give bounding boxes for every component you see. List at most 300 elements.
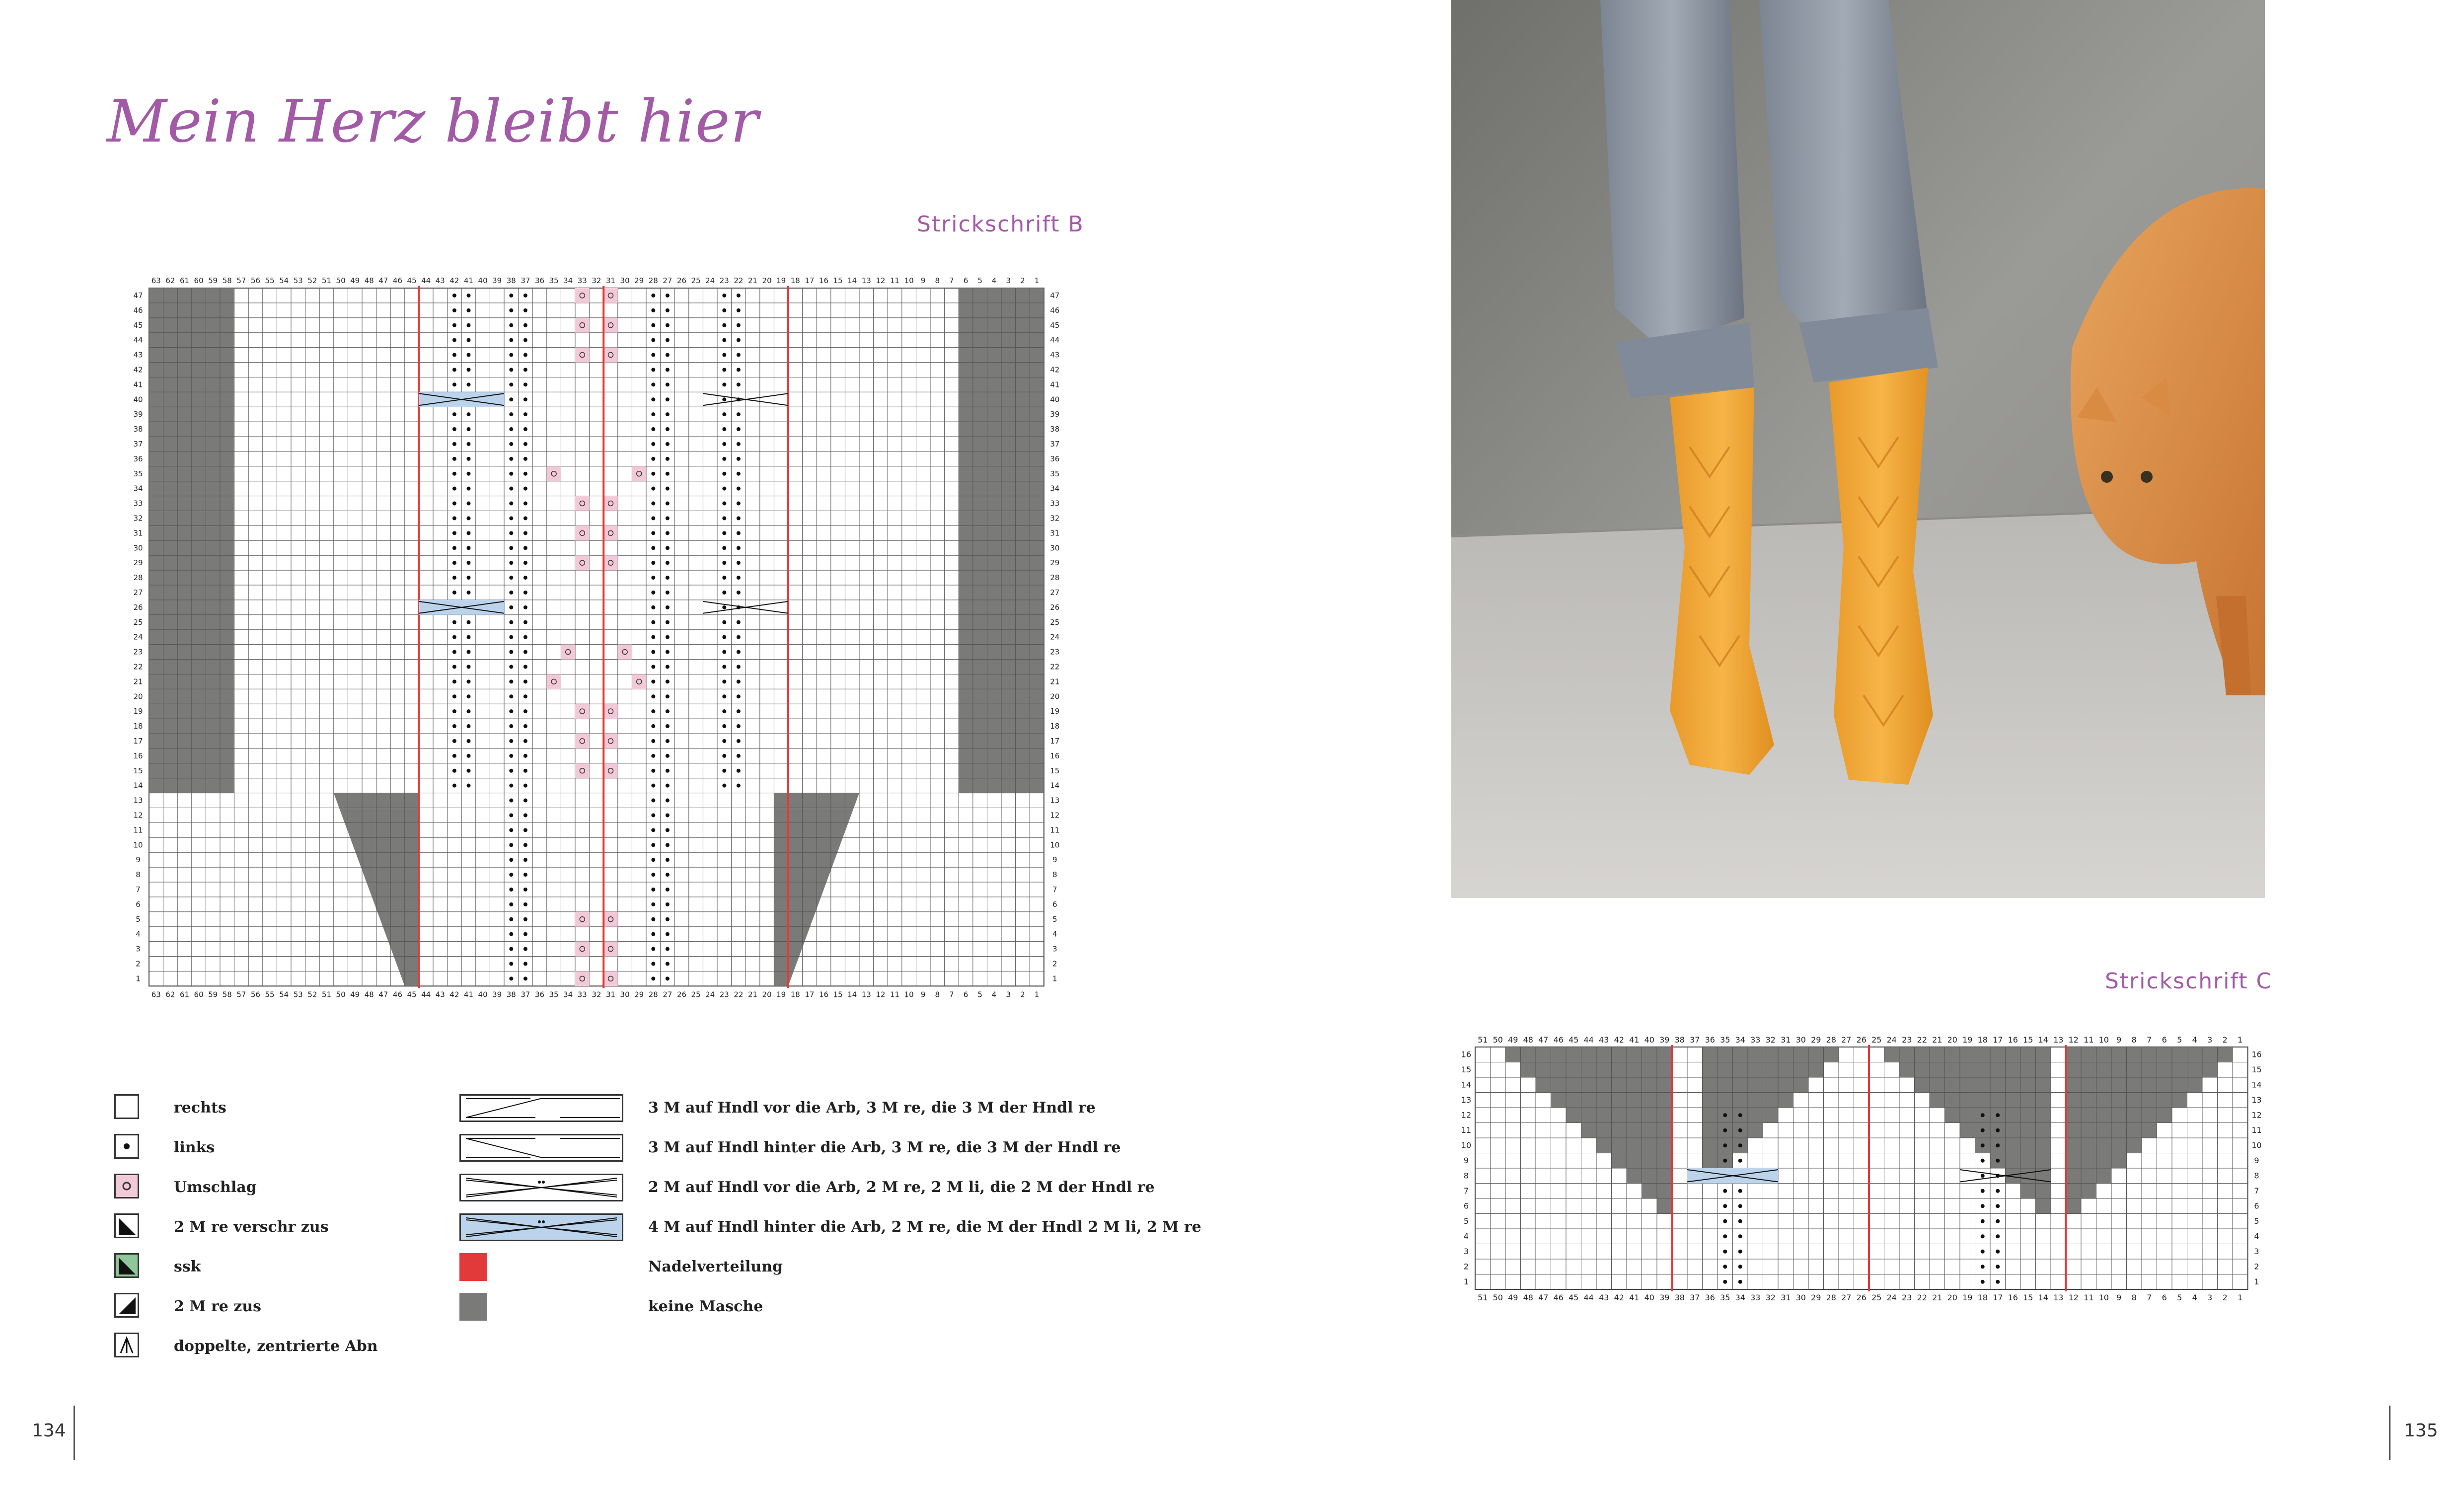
purl-dot [651, 502, 655, 506]
purl-dot [651, 576, 655, 580]
purl-dot [1723, 1113, 1727, 1117]
purl-dot [523, 382, 527, 386]
yo-cell [575, 763, 590, 778]
purl-dot [523, 917, 527, 921]
photo-socks-cat [1451, 0, 2265, 898]
purl-dot [467, 457, 471, 461]
purl-dot [1723, 1204, 1727, 1208]
col-label: 7 [949, 276, 954, 285]
row-label: 14 [133, 781, 143, 790]
purl-dot [467, 442, 471, 446]
chart-b-label: Strickschrift B [917, 212, 1084, 237]
purl-dot [651, 754, 655, 758]
purl-dot [509, 784, 513, 788]
col-label: 38 [1674, 1293, 1685, 1302]
col-label: 31 [1781, 1293, 1791, 1302]
purl-dot [651, 546, 655, 550]
purl-dot [467, 784, 471, 788]
purl-dot [666, 338, 670, 342]
purl-dot [509, 531, 513, 535]
purl-dot [1996, 1113, 2000, 1117]
purl-dot [737, 620, 741, 624]
col-label: 51 [321, 990, 332, 999]
purl-dot [722, 472, 726, 476]
purl-dot [666, 412, 670, 416]
row-label: 13 [2251, 1095, 2262, 1105]
yo-cell [575, 942, 590, 957]
purl-dot [666, 561, 670, 565]
yo-cell [603, 912, 618, 927]
purl-dot [509, 799, 513, 803]
col-label: 16 [2008, 1293, 2018, 1302]
purl-dot [722, 724, 726, 728]
purl-dot [722, 323, 726, 327]
row-label: 23 [133, 647, 143, 657]
purl-dot [1738, 1280, 1742, 1284]
purl-dot [467, 620, 471, 624]
row-label: 12 [1461, 1110, 1472, 1120]
purl-dot [737, 487, 741, 491]
purl-dot [523, 976, 527, 980]
col-label: 7 [2147, 1293, 2152, 1302]
purl-dot [523, 962, 527, 966]
col-label: 41 [1629, 1035, 1640, 1045]
row-label: 5 [136, 914, 141, 924]
no-stitch-block [2066, 1138, 2142, 1153]
col-label: 36 [1705, 1293, 1715, 1302]
purl-dot [737, 724, 741, 728]
purl-dot [452, 308, 456, 312]
purl-dot [722, 368, 726, 372]
no-stitch-block [1596, 1138, 1672, 1153]
col-label: 44 [421, 276, 431, 285]
purl-dot [666, 591, 670, 595]
purl-dot [523, 709, 527, 713]
col-label: 28 [648, 276, 658, 285]
row-label: 27 [133, 588, 143, 597]
yo-cell [603, 763, 618, 778]
no-stitch-block [1884, 1047, 2051, 1062]
col-label: 2 [2222, 1293, 2228, 1302]
purl-dot [722, 487, 726, 491]
purl-dot [651, 427, 655, 431]
purl-dot [722, 739, 726, 743]
purl-dot [666, 382, 670, 386]
col-label: 52 [307, 990, 317, 999]
purl-dot [509, 694, 513, 698]
purl-dot [467, 487, 471, 491]
purl-dot [722, 561, 726, 565]
divider [74, 1406, 75, 1460]
row-label: 36 [133, 454, 143, 463]
legend-item-links: links [114, 1134, 412, 1162]
col-label: 3 [2207, 1035, 2213, 1045]
purl-dot [666, 873, 670, 877]
row-label: 30 [133, 543, 143, 553]
purl-dot [1738, 1234, 1742, 1238]
purl-dot [523, 308, 527, 312]
purl-dot [1996, 1280, 2000, 1284]
col-label: 47 [1538, 1035, 1549, 1045]
row-label: 28 [133, 573, 143, 583]
purl-dot [1723, 1189, 1727, 1193]
col-label: 4 [991, 990, 997, 999]
col-label: 6 [963, 276, 969, 285]
col-label: 15 [2023, 1035, 2033, 1045]
purl-dot [1723, 1219, 1727, 1223]
purl-dot [467, 650, 471, 654]
col-label: 17 [805, 276, 815, 285]
yo-cell [603, 318, 618, 333]
purl-dot [452, 561, 456, 565]
col-label: 45 [407, 990, 417, 999]
purl-dot [651, 591, 655, 595]
col-label: 63 [151, 990, 161, 999]
col-label: 55 [265, 990, 275, 999]
col-label: 16 [2008, 1035, 2018, 1045]
col-label: 41 [1629, 1293, 1640, 1302]
purl-dot [666, 888, 670, 892]
purl-dot [467, 769, 471, 773]
col-label: 53 [293, 276, 303, 285]
purl-dot [666, 368, 670, 372]
col-label: 32 [592, 990, 601, 999]
purl-dot [651, 323, 655, 327]
legend-item-ssk: ssk [114, 1253, 412, 1281]
col-label: 3 [2207, 1293, 2213, 1302]
col-label: 34 [1735, 1035, 1745, 1045]
legend-item-2m-re-zus: 2 M re zus [114, 1293, 412, 1321]
purl-dot [467, 427, 471, 431]
purl-dot [1996, 1250, 2000, 1254]
yo-cell [603, 704, 618, 719]
purl-dot [509, 576, 513, 580]
col-label: 47 [1538, 1293, 1549, 1302]
yo-cell [632, 466, 646, 481]
col-label: 12 [2068, 1035, 2079, 1045]
purl-dot [666, 546, 670, 550]
row-label: 8 [136, 870, 141, 880]
row-label: 15 [133, 766, 143, 775]
col-label: 43 [1599, 1293, 1609, 1302]
row-label: 35 [1050, 469, 1060, 478]
purl-dot [467, 546, 471, 550]
yo-cell [603, 555, 618, 570]
purl-dot [467, 635, 471, 639]
row-label: 2 [1463, 1262, 1469, 1272]
purl-dot [651, 873, 655, 877]
yo-cell [547, 466, 561, 481]
purl-dot [737, 308, 741, 312]
row-label: 7 [2254, 1186, 2259, 1196]
purl-dot [651, 650, 655, 654]
row-label: 26 [133, 602, 143, 612]
purl-dot [737, 635, 741, 639]
col-label: 12 [876, 990, 886, 999]
purl-dot [737, 472, 741, 476]
col-label: 13 [861, 990, 871, 999]
row-label: 43 [133, 350, 143, 360]
purl-dot [1981, 1159, 1985, 1163]
purl-dot [509, 932, 513, 936]
purl-dot [523, 397, 527, 401]
purl-dot [737, 739, 741, 743]
col-label: 54 [279, 276, 289, 285]
col-label: 58 [222, 276, 232, 285]
row-label: 10 [1461, 1140, 1472, 1150]
yo-cell [575, 348, 590, 363]
purl-dot [452, 546, 456, 550]
purl-dot [452, 487, 456, 491]
purl-dot [651, 561, 655, 565]
purl-dot [509, 709, 513, 713]
row-label: 31 [1050, 528, 1060, 538]
legend-symbol-yo [114, 1174, 139, 1198]
legend-item-cable-2-front: 2 M auf Hndl vor die Arb, 2 M re, 2 M li, die 2 M der Hndl re [459, 1174, 1155, 1201]
yo-cell [575, 734, 590, 748]
purl-dot [737, 531, 741, 535]
row-label: 19 [1050, 707, 1060, 716]
row-label: 21 [1050, 677, 1060, 686]
col-label: 22 [1917, 1035, 1927, 1045]
purl-dot [523, 487, 527, 491]
purl-dot [737, 576, 741, 580]
no-stitch-block [1536, 1077, 1672, 1093]
purl-dot [467, 338, 471, 342]
legend-item-nadelverteilung: Nadelverteilung [459, 1253, 1155, 1281]
row-label: 25 [133, 617, 143, 627]
row-label: 38 [1050, 425, 1060, 434]
col-label: 45 [1568, 1035, 1579, 1045]
row-label: 5 [1463, 1216, 1469, 1226]
purl-dot [523, 858, 527, 862]
purl-dot [467, 561, 471, 565]
purl-dot [651, 917, 655, 921]
yo-cell [603, 288, 618, 303]
row-label: 38 [133, 425, 143, 434]
purl-dot [651, 487, 655, 491]
purl-dot [666, 576, 670, 580]
purl-dot [523, 947, 527, 951]
col-label: 15 [2023, 1293, 2033, 1302]
purl-dot [452, 323, 456, 327]
purl-dot [651, 828, 655, 832]
legend-item-cable-3-back: 3 M auf Hndl hinter die Arb, 3 M re, die 3 M der Hndl re [459, 1134, 1155, 1162]
purl-dot [666, 769, 670, 773]
col-label: 39 [1659, 1293, 1670, 1302]
col-label: 4 [2192, 1035, 2197, 1045]
purl-dot [651, 294, 655, 298]
row-label: 15 [2251, 1064, 2262, 1074]
purl-dot [722, 694, 726, 698]
purl-dot [467, 308, 471, 312]
purl-dot [666, 932, 670, 936]
yo-cell [603, 734, 618, 748]
purl-dot [452, 665, 456, 669]
purl-dot [467, 294, 471, 298]
purl-dot [651, 620, 655, 624]
col-label: 26 [1856, 1035, 1867, 1045]
purl-dot [651, 382, 655, 386]
row-label: 3 [136, 944, 141, 954]
purl-dot [509, 338, 513, 342]
purl-dot [452, 620, 456, 624]
col-label: 35 [549, 276, 559, 285]
col-label: 19 [776, 990, 786, 999]
row-label: 24 [133, 632, 143, 642]
col-label: 53 [293, 990, 303, 999]
row-label: 46 [133, 305, 143, 315]
col-label: 39 [1659, 1035, 1670, 1045]
no-stitch-block [2066, 1168, 2112, 1184]
purl-dot [452, 694, 456, 698]
col-label: 33 [577, 990, 587, 999]
purl-dot [651, 739, 655, 743]
col-label: 34 [563, 990, 573, 999]
purl-dot [523, 294, 527, 298]
col-label: 60 [194, 276, 204, 285]
row-label: 20 [133, 692, 143, 701]
row-label: 4 [1463, 1231, 1469, 1241]
legend-symbol-k2tog [114, 1293, 139, 1318]
row-label: 16 [2251, 1049, 2262, 1059]
col-label: 18 [1977, 1035, 1988, 1045]
col-label: 37 [1690, 1293, 1700, 1302]
purl-dot [1723, 1143, 1727, 1147]
col-label: 43 [435, 990, 445, 999]
purl-dot [722, 397, 726, 401]
row-label: 4 [2254, 1231, 2259, 1241]
col-label: 13 [2053, 1035, 2064, 1045]
purl-dot [1981, 1143, 1985, 1147]
purl-dot [523, 784, 527, 788]
purl-dot [523, 457, 527, 461]
col-label: 10 [904, 990, 914, 999]
row-label: 40 [1050, 395, 1060, 404]
col-label: 20 [762, 990, 772, 999]
purl-dot [523, 546, 527, 550]
purl-dot [737, 382, 741, 386]
purl-dot [467, 472, 471, 476]
purl-dot [509, 323, 513, 327]
legend-symbol-no-stitch [459, 1293, 487, 1321]
col-label: 29 [1811, 1293, 1821, 1302]
col-label: 49 [350, 276, 360, 285]
purl-dot [651, 799, 655, 803]
purl-dot [452, 427, 456, 431]
col-label: 2 [1020, 276, 1025, 285]
col-label: 22 [734, 990, 744, 999]
row-label: 17 [1050, 736, 1060, 746]
legend-symbol-empty [114, 1094, 139, 1119]
row-label: 22 [133, 662, 143, 672]
col-label: 38 [506, 276, 516, 285]
row-label: 19 [133, 707, 143, 716]
purl-dot [722, 635, 726, 639]
col-label: 51 [1478, 1035, 1488, 1045]
purl-dot [651, 412, 655, 416]
purl-dot [651, 888, 655, 892]
col-label: 31 [605, 276, 616, 285]
purl-dot [509, 546, 513, 550]
purl-dot [509, 382, 513, 386]
purl-dot [666, 308, 670, 312]
purl-dot [452, 502, 456, 506]
purl-dot [666, 917, 670, 921]
col-label: 40 [478, 990, 488, 999]
col-label: 40 [1644, 1035, 1654, 1045]
purl-dot [666, 487, 670, 491]
purl-dot [651, 457, 655, 461]
purl-dot [509, 650, 513, 654]
row-label: 10 [2251, 1140, 2262, 1150]
row-label: 47 [133, 291, 143, 300]
purl-dot [523, 769, 527, 773]
col-label: 42 [449, 276, 459, 285]
col-label: 63 [151, 276, 161, 285]
purl-dot [509, 754, 513, 758]
row-label: 32 [133, 514, 143, 523]
purl-dot [651, 605, 655, 609]
purl-dot [651, 769, 655, 773]
purl-dot [737, 754, 741, 758]
col-label: 12 [2068, 1293, 2079, 1302]
purl-dot [523, 531, 527, 535]
purl-dot [523, 591, 527, 595]
col-label: 32 [1765, 1035, 1776, 1045]
col-label: 18 [790, 276, 800, 285]
legend-symbol-k2tog-tbl [114, 1213, 139, 1238]
purl-dot [651, 635, 655, 639]
purl-dot [722, 382, 726, 386]
row-label: 1 [136, 974, 141, 983]
row-label: 34 [1050, 484, 1060, 493]
purl-dot [651, 932, 655, 936]
purl-dot [737, 546, 741, 550]
col-label: 46 [392, 276, 403, 285]
purl-dot [1723, 1265, 1727, 1269]
col-label: 37 [1690, 1035, 1700, 1045]
no-stitch-block [2066, 1047, 2233, 1062]
purl-dot [666, 947, 670, 951]
purl-dot [509, 679, 513, 683]
purl-dot [509, 917, 513, 921]
col-label: 17 [1993, 1035, 2003, 1045]
purl-dot [523, 828, 527, 832]
col-label: 59 [208, 990, 218, 999]
col-label: 62 [165, 990, 175, 999]
row-label: 39 [1050, 410, 1060, 419]
col-label: 11 [890, 990, 900, 999]
purl-dot [452, 442, 456, 446]
purl-dot [467, 754, 471, 758]
col-label: 30 [1795, 1035, 1806, 1045]
purl-dot [1738, 1159, 1742, 1163]
col-label: 49 [1508, 1293, 1518, 1302]
legend-symbol-needle-division [459, 1253, 487, 1281]
purl-dot [666, 724, 670, 728]
purl-dot [1723, 1280, 1727, 1284]
legend-item-rechts: rechts [114, 1094, 412, 1122]
row-label: 7 [136, 885, 141, 894]
col-label: 36 [534, 990, 545, 999]
purl-dot [666, 858, 670, 862]
row-label: 44 [1050, 335, 1060, 345]
purl-dot [737, 516, 741, 520]
row-label: 37 [133, 439, 143, 449]
page-title: Mein Herz bleibt hier [107, 87, 759, 155]
purl-dot [1981, 1265, 1985, 1269]
